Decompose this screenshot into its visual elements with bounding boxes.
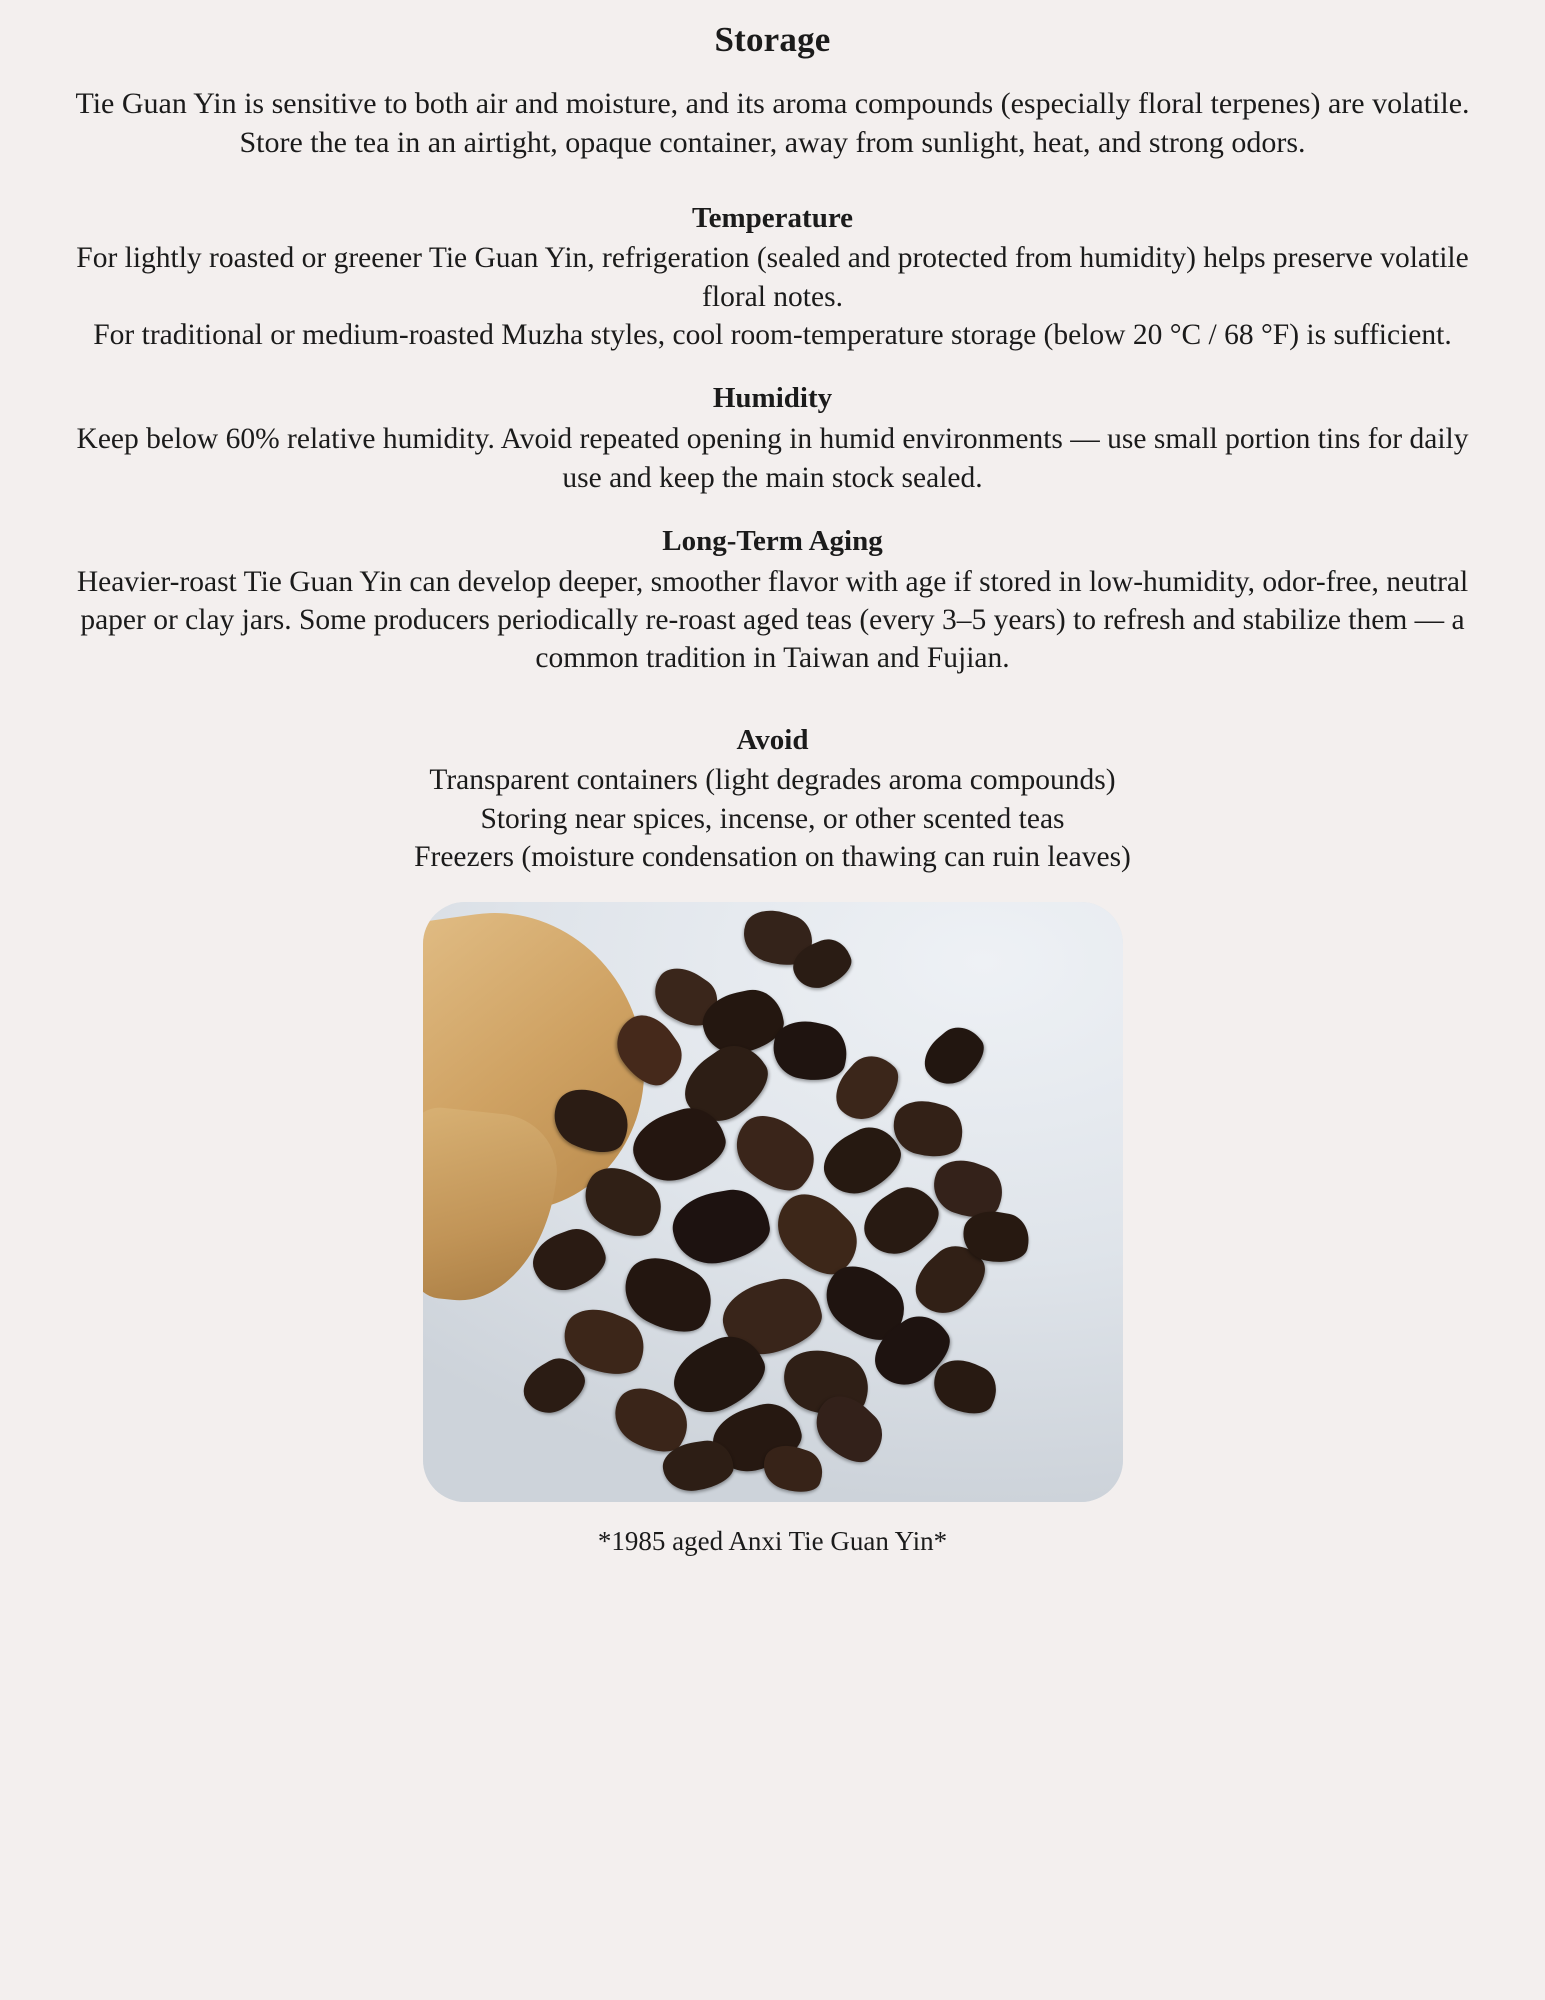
intro-paragraph: Tie Guan Yin is sensitive to both air and moisture, and its aroma compounds (especially floral terpenes) are volatile. Store the tea in an airtight, opaque container, away from sunlight, heat, and strong odors.: [75, 86, 1470, 159]
section-heading-long-term-aging: Long-Term Aging: [662, 524, 883, 557]
figure: [48, 902, 1497, 1559]
aged-tie-guan-yin-leaves-photo: [423, 902, 1123, 1502]
section-heading-humidity: Humidity: [712, 382, 833, 415]
section-humidity: [58, 380, 1488, 496]
section-body-long-term-aging: [58, 563, 1488, 678]
section-body-humidity: [58, 420, 1488, 497]
section-line: For lightly roasted or greener Tie Guan Yin, refrigeration (sealed and protected from humidity) helps preserve volatile floral notes.: [76, 242, 1469, 313]
section-temperature: [58, 200, 1488, 355]
section-line: Transparent containers (light degrades aroma compounds): [429, 764, 1116, 797]
section-heading-temperature: Temperature: [691, 201, 854, 234]
section-body-temperature: [58, 239, 1488, 354]
section-line: Heavier-roast Tie Guan Yin can develop deeper, smoother flavor with age if stored in low-humidity, odor-free, neutral paper or clay jars. Some producers periodically re-roast aged teas (every 3–5 years) to refresh and stabilize them — a common tradition in Taiwan and Fujian.: [76, 565, 1469, 675]
section-heading-avoid: Avoid: [736, 723, 809, 756]
section-long-term-aging: [58, 523, 1488, 678]
tea-leaf-pile: [493, 962, 1073, 1482]
section-line: For traditional or medium-roasted Muzha styles, cool room-temperature storage (below 20 °C / 68 °F) is sufficient.: [93, 319, 1452, 352]
page-title: Storage: [714, 20, 831, 59]
section-body-avoid: [58, 761, 1488, 876]
figure-caption: *1985 aged Anxi Tie Guan Yin*: [597, 1526, 948, 1557]
section-line: Keep below 60% relative humidity. Avoid repeated opening in humid environments — use small portion tins for daily use and keep the main stock sealed.: [76, 423, 1469, 494]
section-line: Freezers (moisture condensation on thawing can ruin leaves): [414, 840, 1131, 873]
section-avoid: [58, 722, 1488, 877]
section-line: Storing near spices, incense, or other scented teas: [480, 802, 1065, 835]
